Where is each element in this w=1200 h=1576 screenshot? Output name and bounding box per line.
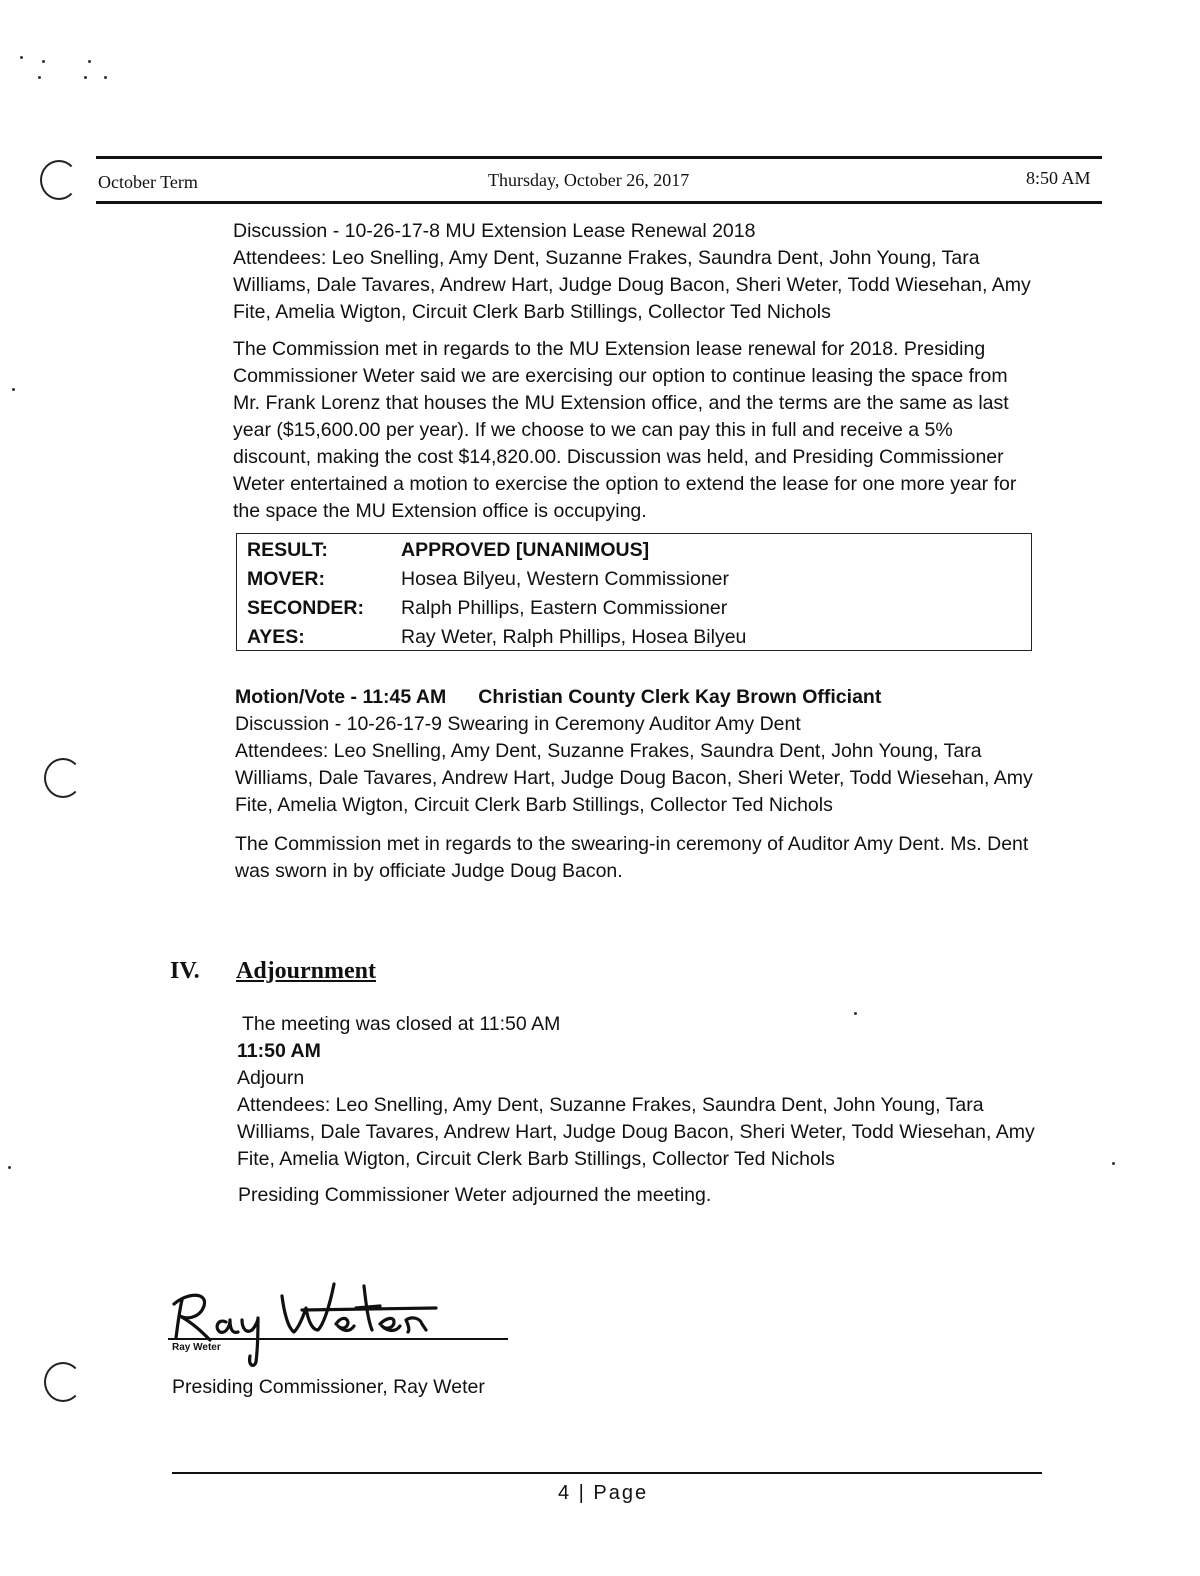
item9-section [235, 684, 1035, 819]
adjournment-body: Presiding Commissioner Weter adjourned the meeting. [238, 1184, 712, 1206]
scan-speck [104, 76, 107, 79]
item8-attendees: Attendees: Leo Snelling, Amy Dent, Suzanne Frakes, Saundra Dent, John Young, Tara Williams, Dale Tavares, Andrew Hart, Judge Doug Bacon, Sheri Weter, Todd Wiesehan, Amy Fite, Amelia Wigton, Circuit Clerk Barb Stillings, Collector Ted Nichols [233, 247, 1031, 323]
handwritten-signature [168, 1270, 518, 1370]
scan-speck [88, 60, 91, 63]
seconder-label: SECONDER: [247, 597, 365, 619]
item9-body: The Commission met in regards to the swearing-in ceremony of Auditor Amy Dent. Ms. Dent was sworn in by officiate Judge Doug Bacon. [235, 833, 1029, 882]
result-label: RESULT: [247, 539, 328, 561]
header-date: Thursday, October 26, 2017 [488, 170, 690, 190]
ayes-label: AYES: [247, 626, 305, 648]
header-top-rule [96, 156, 1102, 159]
adjournment-closed: The meeting was closed at 11:50 AM [242, 1013, 561, 1035]
scan-speck [12, 388, 15, 391]
header-time: 8:50 AM [1026, 168, 1091, 188]
item9-motion-label: Motion/Vote - 11:45 AM [235, 686, 447, 708]
binder-hole [44, 758, 82, 798]
result-value: APPROVED [UNANIMOUS] [401, 539, 650, 561]
adjournment-block [237, 1038, 1037, 1173]
header-bottom-rule [96, 201, 1102, 204]
vote-result-table [236, 533, 1032, 651]
signature [168, 1270, 518, 1370]
item9-discussion: Discussion - 10-26-17-9 Swearing in Ceremony Auditor Amy Dent [235, 713, 801, 735]
item8-body: The Commission met in regards to the MU Extension lease renewal for 2018. Presiding Commissioner Weter said we are exercising our option to continue leasing the space from Mr. Frank Lorenz that houses the MU Extension office, and the terms are the same as last year ($15,600.00 per year). If we choose to we can pay this in full and receive a 5% discount, making the cost $14,820.00. Discussion was held, and Presiding Commissioner Weter entertained a motion to exercise the option to extend the lease for one more year for the space the MU Extension office is occupying. [233, 338, 1017, 522]
signature-caption: Presiding Commissioner, Ray Weter [172, 1376, 485, 1398]
adjournment-numeral: IV. [170, 958, 200, 984]
adjournment-time: 11:50 AM [237, 1040, 321, 1062]
seconder-value: Ralph Phillips, Eastern Commissioner [401, 597, 728, 619]
signature-line [168, 1338, 508, 1340]
signature-typed-name: Ray Weter [172, 1342, 221, 1353]
item9-motion-title: Christian County Clerk Kay Brown Officiant [478, 686, 882, 708]
binder-hole [40, 160, 78, 200]
scan-speck [8, 1166, 11, 1169]
item9-attendees: Attendees: Leo Snelling, Amy Dent, Suzanne Frakes, Saundra Dent, John Young, Tara Williams, Dale Tavares, Andrew Hart, Judge Doug Bacon, Sheri Weter, Todd Wiesehan, Amy Fite, Amelia Wigton, Circuit Clerk Barb Stillings, Collector Ted Nichols [235, 740, 1033, 816]
scan-speck [38, 76, 41, 79]
item8-discussion: Discussion - 10-26-17-8 MU Extension Lease Renewal 2018 [233, 220, 756, 242]
item8-section [233, 218, 1033, 326]
scan-speck [1112, 1162, 1115, 1165]
mover-label: MOVER: [247, 568, 325, 590]
footer-rule [172, 1472, 1042, 1474]
item9-motion-line [235, 684, 1035, 711]
adjournment-action: Adjourn [237, 1067, 305, 1089]
ayes-value: Ray Weter, Ralph Phillips, Hosea Bilyeu [401, 626, 747, 648]
mover-value: Hosea Bilyeu, Western Commissioner [401, 568, 730, 590]
scan-speck [20, 56, 23, 59]
scan-speck [42, 60, 45, 63]
binder-hole [44, 1362, 82, 1402]
adjournment-attendees: Attendees: Leo Snelling, Amy Dent, Suzanne Frakes, Saundra Dent, John Young, Tara Williams, Dale Tavares, Andrew Hart, Judge Doug Bacon, Sheri Weter, Todd Wiesehan, Amy Fite, Amelia Wigton, Circuit Clerk Barb Stillings, Collector Ted Nichols [237, 1094, 1035, 1170]
header-term: October Term [98, 172, 198, 192]
scan-speck [84, 76, 87, 79]
page-number: 4 | Page [558, 1482, 649, 1504]
adjournment-heading: Adjournment [236, 958, 377, 984]
